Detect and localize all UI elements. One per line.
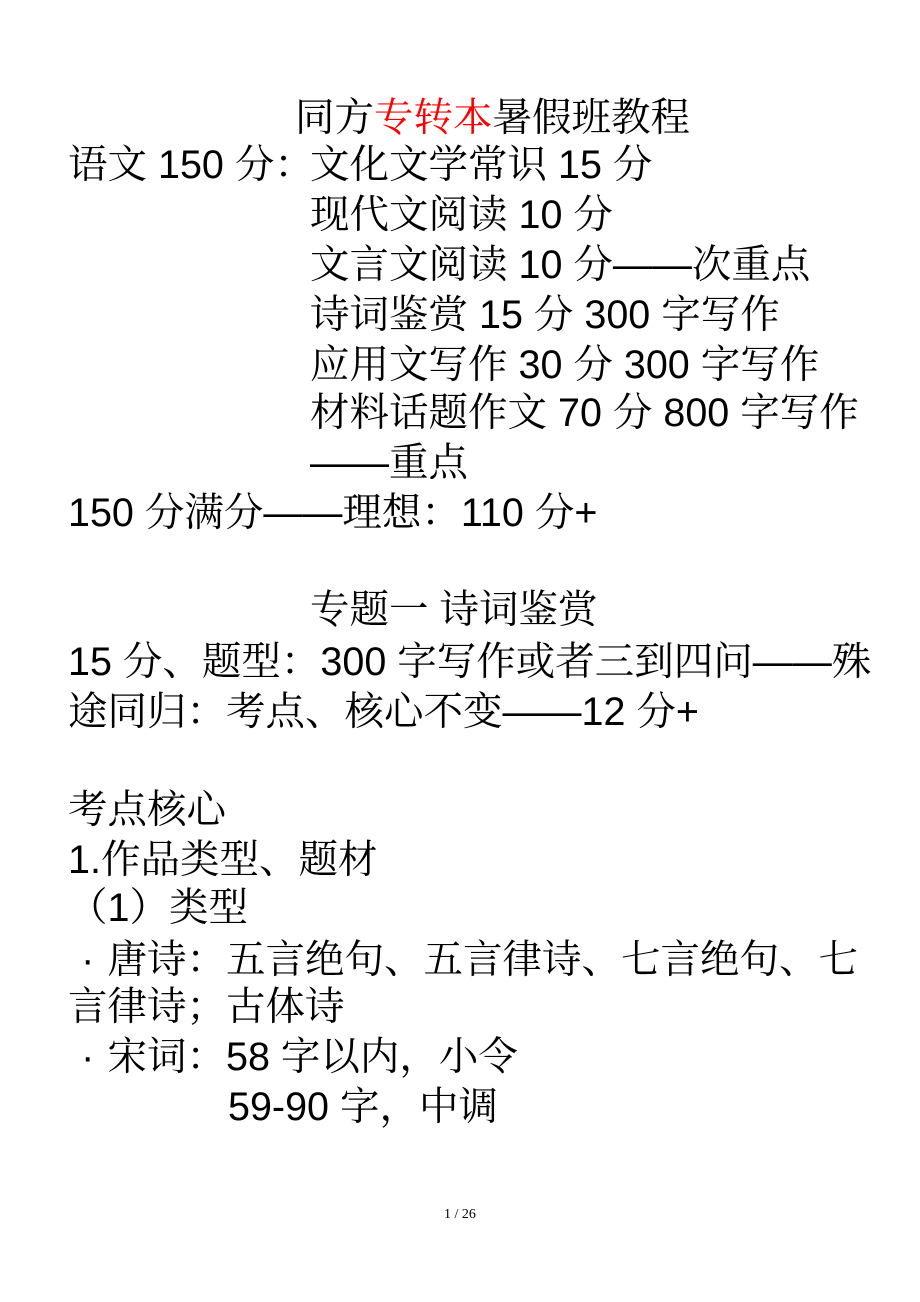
exam-item: 文言文阅读 10 分——次重点 [310,243,811,287]
exam-item: 文化文学常识 15 分 [310,143,653,187]
topic-intro-line: 途同归：考点、核心不变——12 分+ [68,690,699,734]
title-highlight: 专转本 [374,96,493,140]
title-prefix: 同方 [295,96,374,140]
subsection-heading: （1）类型 [68,886,248,930]
topic-intro-line: 15 分、题型：300 字写作或者三到四问——殊 [68,640,872,684]
bullet-item-song-ci [68,1033,518,1081]
bullet-text: 唐诗：五言绝句、五言律诗、七言绝句、七 [107,938,858,982]
bullet-text: 宋词：58 字以内，小令 [107,1035,518,1079]
bullet-continuation: 59-90 字，中调 [228,1085,499,1129]
bullet-dot-icon: · [81,938,95,982]
key-points-heading: 考点核心 [68,788,226,832]
bullet-continuation: 言律诗；古体诗 [68,985,345,1029]
exam-item: 诗词鉴赏 15 分 300 字写作 [310,293,780,337]
exam-item: 材料话题作文 70 分 800 字写作 [310,391,859,435]
section-heading: 1.作品类型、题材 [68,838,378,882]
document-title [295,94,690,142]
exam-label: 语文 150 分： [68,143,314,187]
exam-item: ——重点 [310,441,468,485]
bullet-dot-icon: · [81,1035,95,1079]
bullet-item-tang-poetry [68,936,858,984]
exam-item: 应用文写作 30 分 300 字写作 [310,343,820,387]
page-indicator: 1 / 26 [444,1207,476,1222]
exam-item: 现代文阅读 10 分 [310,193,613,237]
topic-heading: 专题一 诗词鉴赏 [310,588,598,632]
exam-summary: 150 分满分——理想：110 分+ [68,491,598,535]
title-suffix: 暑假班教程 [492,96,690,140]
